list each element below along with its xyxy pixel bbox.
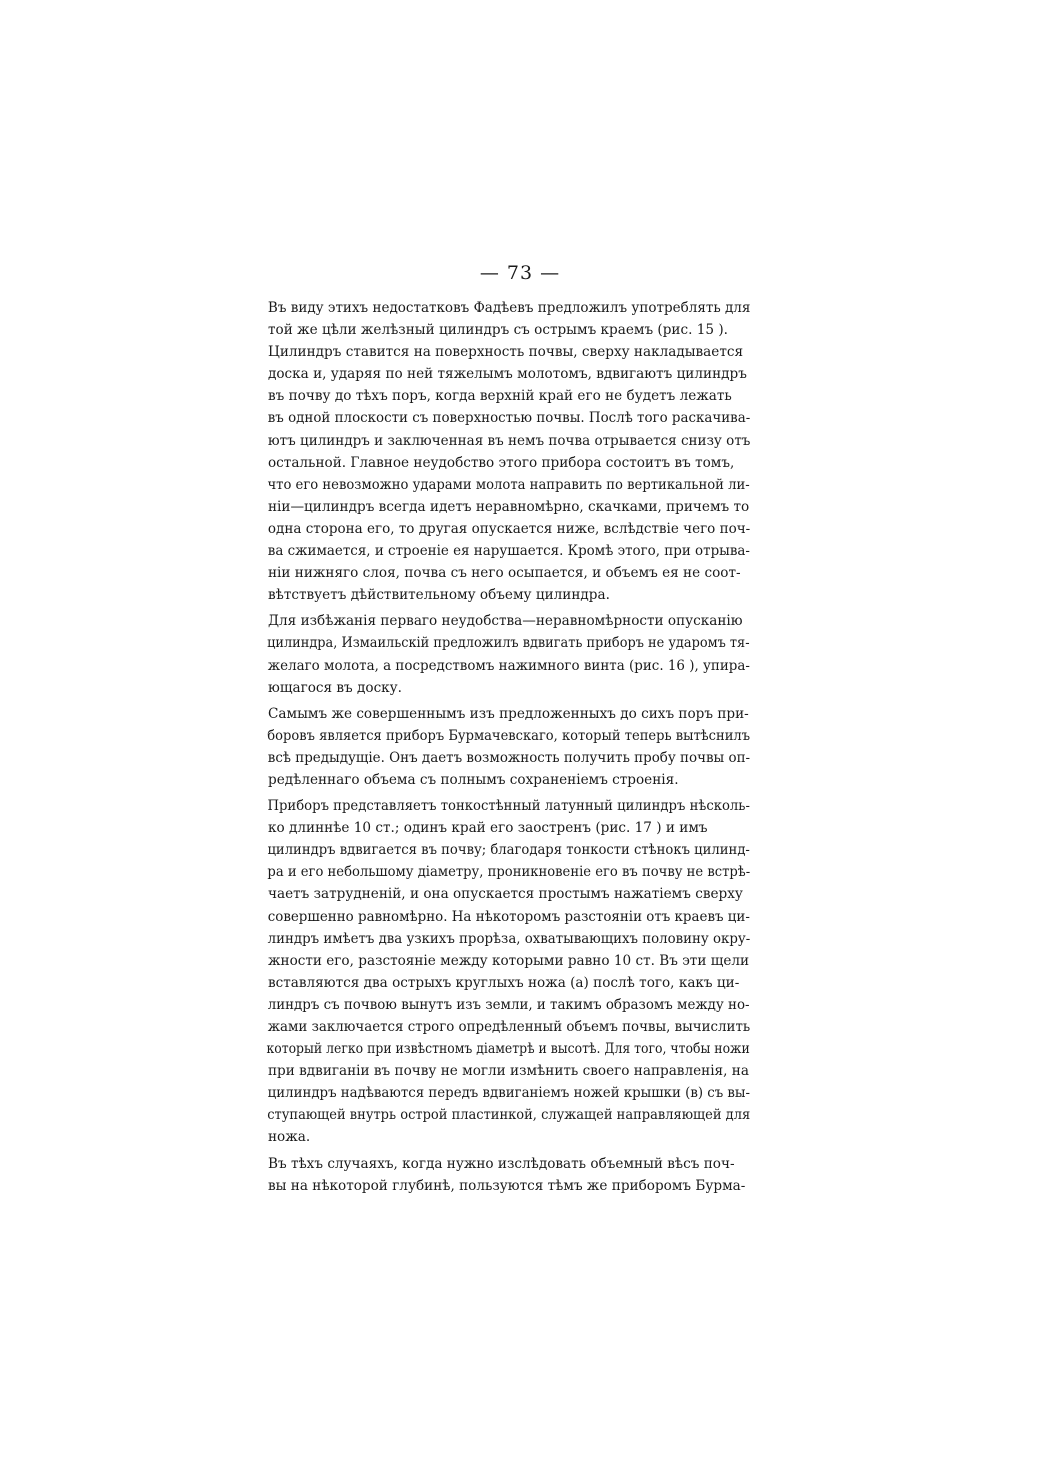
text-line: боровъ является приборъ Бурмачевскаго, который теперь вытѣснилъ — [267, 727, 751, 744]
paragraph — [250, 703, 750, 791]
text-line: жности его, разстояніе между которыми равно 10 ст. Въ эти щели — [268, 952, 750, 969]
text-line: ступающей внутрь острой пластинкой, служащей направляющей для — [267, 1107, 751, 1124]
text-line: что его невозможно ударами молота направить по вертикальной ли- — [267, 476, 750, 493]
text-line: вставляются два острыхъ круглыхъ ножа (а) послѣ того, какъ ци- — [268, 974, 740, 991]
text-line: Въ тѣхъ случаяхъ, когда нужно изслѣдовать объемный вѣсъ поч- — [268, 1155, 735, 1172]
text-line: вы на нѣкоторой глубинѣ, пользуются тѣмъ же приборомъ Бурма- — [268, 1177, 746, 1194]
paragraph — [250, 1153, 750, 1197]
text-line: при вдвиганіи въ почву не могли измѣнить своего направленія, на — [268, 1063, 749, 1080]
text-line: въ одной плоскости съ поверхностью почвы. Послѣ того раскачива- — [267, 410, 751, 427]
text-line: Въ виду этихъ недостатковъ Фадѣевъ предложилъ употреблять для — [267, 300, 751, 316]
text-line: линдръ имѣетъ два узкихъ прорѣза, охватывающихъ половину окру- — [267, 930, 751, 947]
text-line: цилиндръ надѣваются передъ вдвиганіемъ ножей крышки (в) съ вы- — [267, 1085, 751, 1102]
text-line: ра и его небольшому діаметру, проникновеніе его въ почву не встрѣ- — [267, 864, 751, 881]
text-line: остальной. Главное неудобство этого прибора состоитъ въ томъ, — [268, 454, 735, 471]
text-line: линдръ съ почвою вынутъ изъ земли, и такимъ образомъ между но- — [267, 996, 750, 1013]
text-line: ютъ цилиндръ и заключенная въ немъ почва отрывается снизу отъ — [267, 432, 751, 449]
text-line: одна сторона его, то другая опускается ниже, вслѣдствіе чего поч- — [267, 520, 751, 537]
body-text — [250, 297, 750, 1197]
text-line: ющагося въ доску. — [268, 679, 402, 696]
text-line: ніи—цилиндръ всегда идетъ неравномѣрно, скачками, причемъ то — [268, 498, 750, 515]
text-line: чаетъ затрудненій, и она опускается простымъ нажатіемъ сверху — [268, 886, 743, 903]
text-line: вѣтствуетъ дѣйствительному объему цилиндра. — [268, 587, 610, 604]
text-line: ва сжимается, и строеніе ея нарушается. Кромѣ этого, при отрыва- — [267, 543, 750, 560]
text-line: цилиндръ вдвигается въ почву; благодаря тонкости стѣнокъ цилинд- — [267, 842, 750, 859]
text-line: совершенно равномѣрно. На нѣкоторомъ разстояніи отъ краевъ ци- — [267, 908, 750, 925]
text-line: который легко при извѣстномъ діаметрѣ и высотѣ. Для того, чтобы ножи — [266, 1041, 750, 1058]
text-line: редѣленнаго объема съ полнымъ сохраненіемъ строенія. — [268, 771, 679, 788]
text-line: Цилиндръ ставится на поверхность почвы, сверху накладывается — [268, 344, 744, 361]
text-line: доска и, ударяя по ней тяжелымъ молотомъ, вдвигаютъ цилиндръ — [268, 366, 747, 383]
text-line: Самымъ же совершеннымъ изъ предложенныхъ до сихъ поръ при- — [268, 705, 749, 722]
text-line: въ почву до тѣхъ поръ, когда верхній край его не будетъ лежать — [268, 388, 732, 405]
paragraph — [250, 795, 750, 1149]
text-line: желаго молота, а посредствомъ нажимного винта (рис. 16 ), упира- — [267, 657, 750, 674]
page-number: — 73 — — [479, 262, 561, 284]
paragraph — [250, 610, 750, 698]
text-line: той же цѣли желѣзный цилиндръ съ острымъ краемъ (рис. 15 ). — [268, 322, 728, 339]
text-line: Для избѣжанія перваго неудобства—неравномѣрности опусканію — [268, 613, 743, 630]
text-line: ко длиннѣе 10 ст.; одинъ край его заостренъ (рис. 17 ) и имъ — [268, 820, 708, 837]
paragraph — [250, 297, 750, 606]
text-line: жами заключается строго опредѣленный объемъ почвы, вычислить — [267, 1019, 751, 1035]
text-line: цилиндра, Измаильскій предложилъ вдвигать приборъ не ударомъ тя- — [267, 635, 750, 652]
text-line: всѣ предыдущіе. Онъ даетъ возможность получить пробу почвы оп- — [267, 749, 751, 766]
text-line: ножа. — [268, 1129, 311, 1146]
text-line: ніи нижняго слоя, почва съ него осыпается, и объемъ ея не соот- — [268, 565, 741, 582]
text-line: Приборъ представляетъ тонкостѣнный латунный цилиндръ нѣсколь- — [267, 798, 750, 815]
